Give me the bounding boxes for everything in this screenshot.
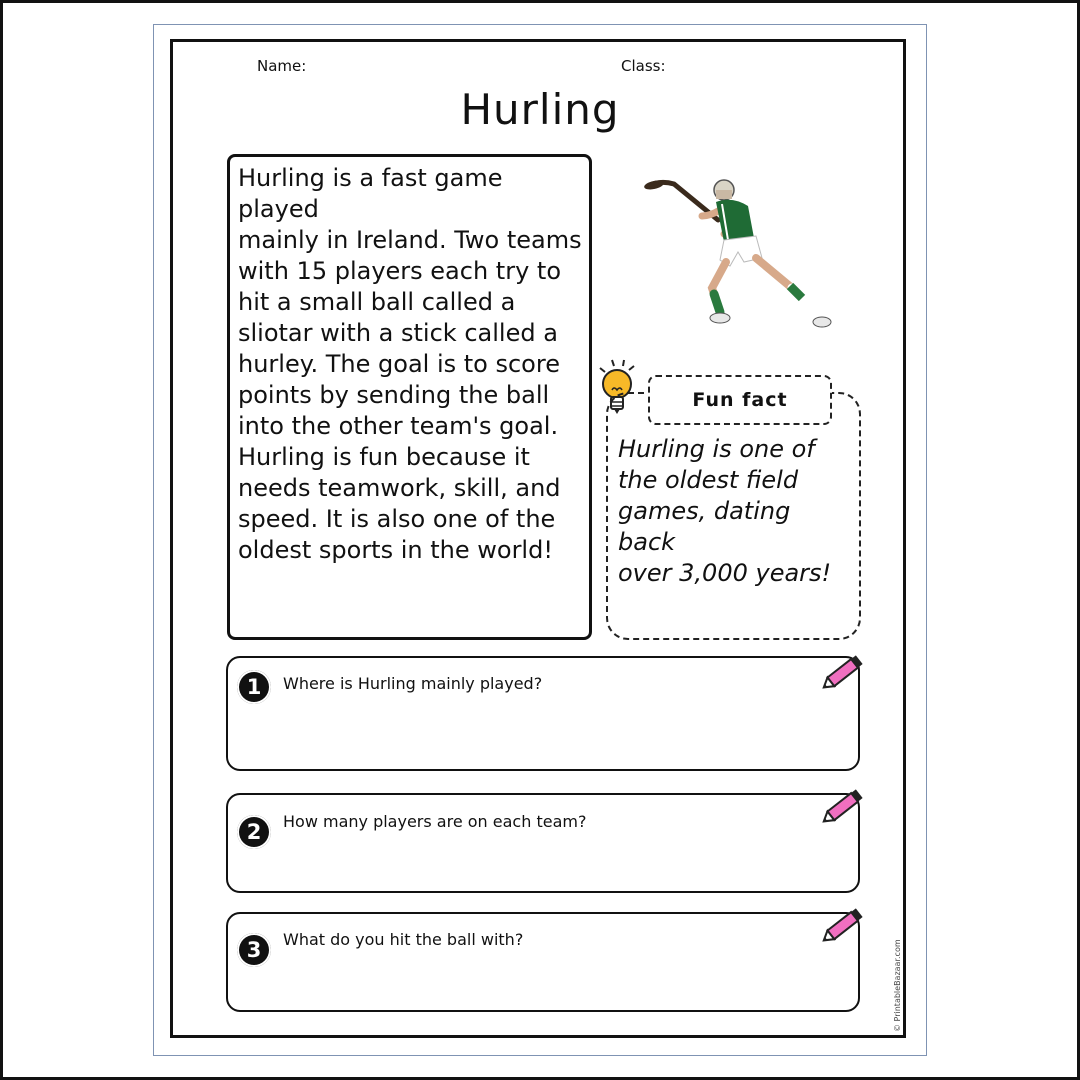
passage-line: with 15 players each try to xyxy=(238,257,562,285)
question-2-number: 2 xyxy=(237,815,271,849)
fun-fact-line: over 3,000 years! xyxy=(618,559,832,587)
passage-line: hit a small ball called a xyxy=(238,288,516,316)
question-2-text: How many players are on each team? xyxy=(283,812,587,831)
name-label: Name: xyxy=(257,57,307,75)
question-1-text: Where is Hurling mainly played? xyxy=(283,674,543,693)
passage-line: points by sending the ball xyxy=(238,381,550,409)
copyright-text: © PrintableBazaar.com xyxy=(893,939,902,1032)
pencil-icon xyxy=(818,784,868,830)
fun-fact-text xyxy=(618,434,853,589)
fun-fact-line: Hurling is one of xyxy=(618,435,815,463)
question-1-number: 1 xyxy=(237,670,271,704)
passage-line: Hurling is a fast game played xyxy=(238,164,503,223)
hurling-player-illustration xyxy=(640,176,840,331)
passage-text xyxy=(238,163,588,566)
fun-fact-line: the oldest field xyxy=(618,466,799,494)
pencil-icon xyxy=(818,650,868,696)
passage-line: into the other team's goal. xyxy=(238,412,559,440)
fun-fact-line: games, dating back xyxy=(618,497,791,556)
passage-line: sliotar with a stick called a xyxy=(238,319,558,347)
passage-line: speed. It is also one of the xyxy=(238,505,556,533)
pencil-icon xyxy=(818,903,868,949)
question-3-answer-box[interactable] xyxy=(226,912,860,1012)
class-label: Class: xyxy=(621,57,666,75)
passage-line: oldest sports in the world! xyxy=(238,536,553,564)
passage-line: hurley. The goal is to score xyxy=(238,350,560,378)
passage-line: Hurling is fun because it xyxy=(238,443,530,471)
question-3-number: 3 xyxy=(237,933,271,967)
question-3-text: What do you hit the ball with? xyxy=(283,930,524,949)
question-2-answer-box[interactable] xyxy=(226,793,860,893)
passage-line: needs teamwork, skill, and xyxy=(238,474,561,502)
passage-line: mainly in Ireland. Two teams xyxy=(238,226,582,254)
fun-fact-heading: Fun fact xyxy=(648,375,832,425)
page-title: Hurling xyxy=(460,85,620,134)
